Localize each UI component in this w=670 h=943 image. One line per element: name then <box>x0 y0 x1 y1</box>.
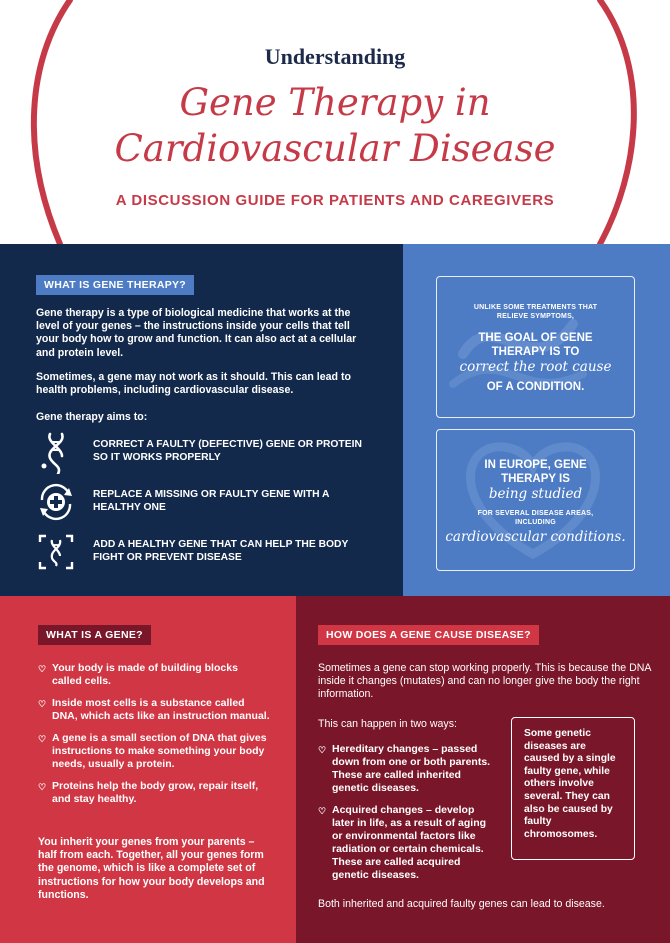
what-is-gene-therapy-section <box>0 244 403 596</box>
header <box>0 0 670 244</box>
europe-card-big: IN EUROPE, GENE THERAPY IS <box>484 459 587 485</box>
heart-icon: ♡ <box>38 734 47 744</box>
goal-card <box>436 276 635 418</box>
what-is-a-gene-tag: WHAT IS A GENE? <box>38 625 151 645</box>
dna-frame-icon <box>36 530 76 574</box>
heart-icon: ♡ <box>38 699 47 709</box>
page-title <box>0 80 670 172</box>
list-item: ♡ Your body is made of building blocks called cells. <box>38 662 238 687</box>
disease-ways: This can happen in two ways: <box>318 718 457 730</box>
europe-card <box>436 429 635 571</box>
page-subtitle: A DISCUSSION GUIDE FOR PATIENTS AND CAREGIVERS <box>115 192 555 209</box>
gene-closing: You inherit your genes from your parents – half from each. Together, all your genes form the genome, which is like a complete set of instructions for how your body develops and functions. <box>38 836 265 901</box>
heart-icon: ♡ <box>318 745 327 755</box>
what-is-para-1: Gene therapy is a type of biological medicine that works at the level of your genes – the instructions inside your cells that tell your body how to grow and function. It can also act at a cellular and protein level. <box>36 307 357 359</box>
goal-card-end: OF A CONDITION. <box>486 381 585 393</box>
what-is-gene-therapy-tag: WHAT IS GENE THERAPY? <box>36 275 194 295</box>
list-item: ♡ Inside most cells is a substance called DNA, which acts like an instruction manual. <box>38 697 270 722</box>
aims-intro: Gene therapy aims to: <box>36 411 148 423</box>
aim-text-correct: CORRECT A FAULTY (DEFECTIVE) GENE OR PROTEIN SO IT WORKS PROPERLY <box>93 439 362 464</box>
aim-text-add: ADD A HEALTHY GENE THAT CAN HELP THE BODY FIGHT OR PREVENT DISEASE <box>93 539 349 564</box>
aim-row-correct <box>36 430 376 474</box>
heart-icon: ♡ <box>38 782 47 792</box>
disease-closing: Both inherited and acquired faulty genes can lead to disease. <box>318 898 605 910</box>
list-item: ♡ Acquired changes – develop later in life, as a result of aging or environmental factors like radiation or certain chemicals. These are called acquired genetic diseases. <box>318 804 487 881</box>
aim-row-replace <box>36 480 376 524</box>
list-item: ♡ A gene is a small section of DNA that gives instructions to make something your body needs, usually a protein. <box>38 732 267 770</box>
dna-helix-icon <box>36 430 76 474</box>
disease-bullet-list <box>318 743 498 891</box>
heart-icon: ♡ <box>318 806 327 816</box>
replace-cross-icon <box>36 480 76 524</box>
disease-intro: Sometimes a gene can stop working properly. This is because the DNA inside it changes (mutates) and can no longer give the body the right information. <box>318 662 651 701</box>
europe-card-serif-2: cardiovascular conditions. <box>445 529 626 545</box>
aim-row-add <box>36 530 376 574</box>
gene-cause-disease-tag: HOW DOES A GENE CAUSE DISEASE? <box>318 625 539 645</box>
europe-card-serif-1: being studied <box>488 486 583 502</box>
heart-icon: ♡ <box>38 664 47 674</box>
gene-bullet-list <box>38 662 270 815</box>
what-is-para-2: Sometimes, a gene may not work as it should. This can lead to health problems, including cardiovascular disease. <box>36 371 351 397</box>
header-kicker: Understanding <box>264 44 406 69</box>
europe-card-small: FOR SEVERAL DISEASE AREAS, INCLUDING <box>477 510 594 526</box>
goal-card-big: THE GOAL OF GENE THERAPY IS TO <box>478 332 593 358</box>
list-item: ♡ Hereditary changes – passed down from one or both parents. These are called inherited genetic diseases. <box>318 743 491 794</box>
goal-card-small: UNLIKE SOME TREATMENTS THAT RELIEVE SYMPTOMS, <box>473 304 598 320</box>
fact-box: Some genetic diseases are caused by a single faulty gene, while others involve several. They can also be caused by faulty chromosomes. <box>511 717 635 860</box>
goal-card-serif: correct the root cause <box>459 359 612 375</box>
aim-text-replace: REPLACE A MISSING OR FAULTY GENE WITH A HEALTHY ONE <box>93 489 330 514</box>
what-is-a-gene-section <box>0 596 296 943</box>
list-item: ♡ Proteins help the body grow, repair itself, and stay healthy. <box>38 780 259 805</box>
title-line-2: Cardiovascular Disease <box>114 127 556 170</box>
title-line-1: Gene Therapy in <box>179 81 491 124</box>
